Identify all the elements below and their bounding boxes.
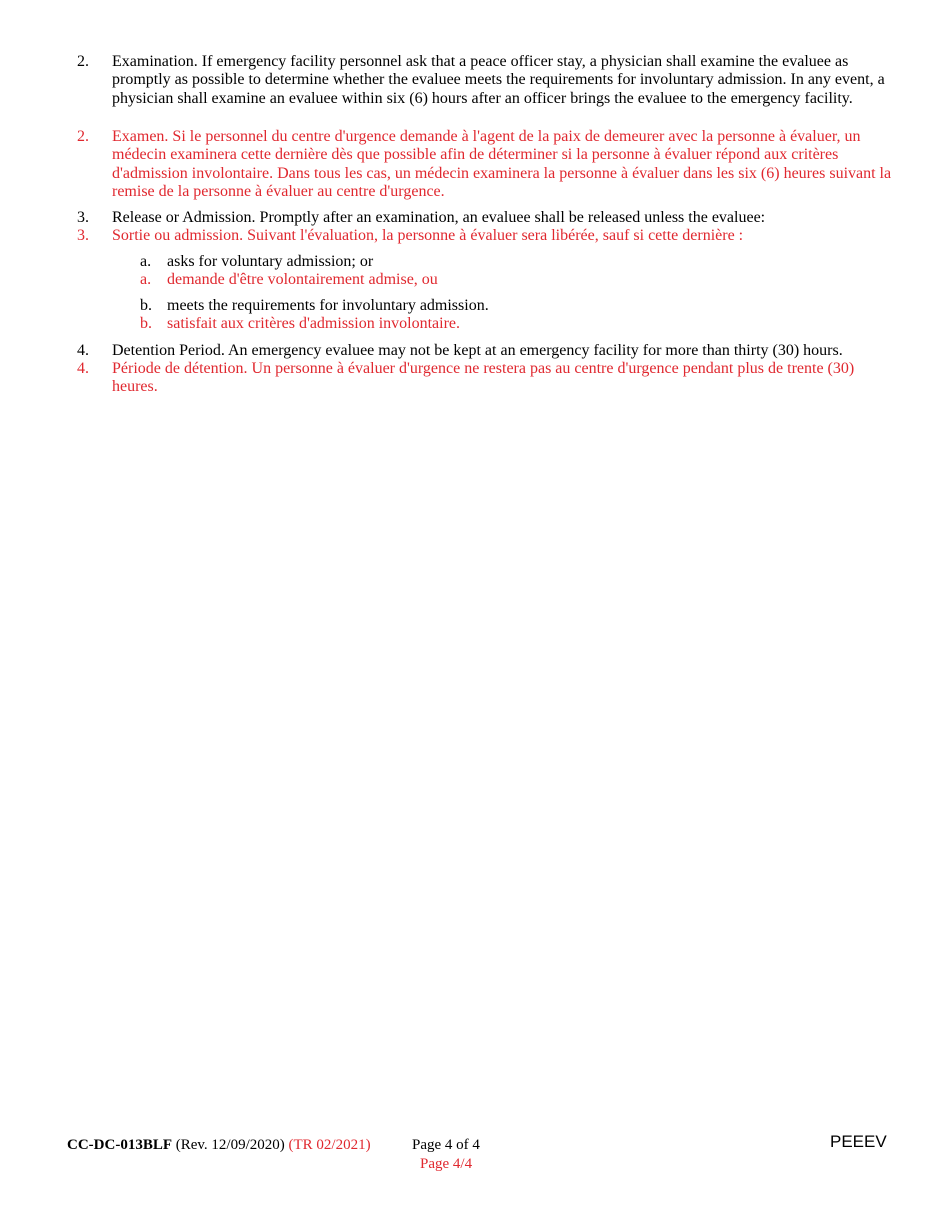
item-4-fr [77,360,897,397]
item-text: Sortie ou admission. Suivant l'évaluation, la personne à évaluer sera libérée, sauf si cette dernière : [112,227,744,244]
item-number: 4. [77,360,89,377]
item-text: Examination. If emergency facility personnel ask that a peace officer stay, a physician shall examine the evaluee as promptly as possible to determine whether the evaluee meets the requirements for involuntary admission. In any event, a physician shall examine an evaluee within six (6) hours after an officer brings the evaluee to the emergency facility. [112,53,885,107]
item-3-fr [77,227,897,245]
item-number: 3. [77,209,89,226]
page-number-fr: Page 4/4 [420,1156,473,1172]
item-3-en [77,209,897,227]
page-number-en: Page 4 of 4 [412,1137,480,1153]
item-number: 3. [77,227,89,244]
footer-form-info [67,1136,371,1154]
subitem-text: demande d'être volontairement admise, ou [167,271,438,288]
item-text: Detention Period. An emergency evaluee may not be kept at an emergency facility for more than thirty (30) hours. [112,342,843,359]
item-2-en [77,53,897,108]
subitem-a-fr [140,271,840,289]
subitem-b-en [140,297,840,315]
item-number: 2. [77,128,89,145]
subitem-b-fr [140,315,840,333]
form-code: CC-DC-013BLF [67,1137,172,1153]
item-text: Période de détention. Un personne à évaluer d'urgence ne restera pas au centre d'urgence pendant plus de trente (30) heures. [112,360,855,396]
form-revision: (Rev. 12/09/2020) [175,1137,285,1153]
subitem-a-en [140,253,840,271]
item-2-fr [77,128,897,202]
subitem-text: asks for voluntary admission; or [167,253,374,270]
subitem-letter: a. [140,253,152,270]
subitem-letter: a. [140,271,152,288]
item-number: 2. [77,53,89,70]
subitem-letter: b. [140,315,152,332]
footer-page-number [412,1136,480,1174]
item-text: Release or Admission. Promptly after an examination, an evaluee shall be released unless the evaluee: [112,209,766,226]
item-4-en [77,342,897,360]
subitem-letter: b. [140,297,152,314]
subitem-text: meets the requirements for involuntary admission. [167,297,489,314]
subitem-text: satisfait aux critères d'admission involontaire. [167,315,461,332]
form-translation: (TR 02/2021) [288,1137,371,1153]
item-number: 4. [77,342,89,359]
item-text: Examen. Si le personnel du centre d'urgence demande à l'agent de la paix de demeurer avec la personne à évaluer, un médecin examinera cette dernière dès que possible afin de déterminer si la personne à évaluer répond aux critères d'admission involontaire. Dans tous les cas, un médecin examinera la personne à évaluer dans les six (6) heures suivant la remise de la personne à évaluer au centre d'urgence. [112,128,892,201]
footer-form-id: PEEEV [830,1132,887,1151]
